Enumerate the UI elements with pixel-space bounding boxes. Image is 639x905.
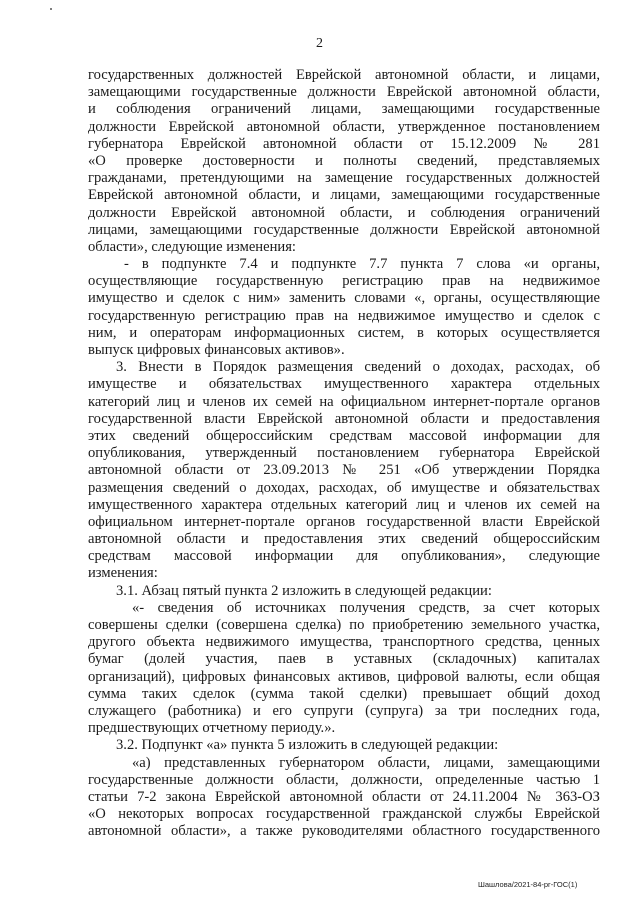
text-line: официальном интернет-портале органов государственной власти Еврейской [88, 513, 600, 530]
document-reference-code: Шашлова/2021-84-рг-ГОС(1) [478, 880, 578, 889]
text-line: размещения сведений о доходах, расходах, об имуществе и обязательствах [88, 479, 600, 496]
text-line: автономной области и предоставления этих сведений общероссийским [88, 531, 600, 548]
text-line: служащего (работника) и его супруги (супруга) за три последних года, [88, 702, 600, 719]
text-line: государственную регистрацию прав на недвижимое имущество и сделок с [88, 307, 600, 324]
text-line: и соблюдения ограничений лицами, замещающими государственные [88, 101, 600, 118]
text-line: осуществляющие государственную регистрацию прав на недвижимое [88, 273, 600, 290]
text-line: государственных должностей Еврейской автономной области, и лицами, [88, 67, 600, 83]
text-line: организаций), цифровых финансовых активов, цифровой валюты, если общая [88, 668, 600, 685]
text-line: имуществе и обязательствах имущественного характера отдельных [88, 376, 600, 393]
text-line: государственной власти Еврейской автономной области и предоставления [88, 410, 600, 427]
text-line: средствам массовой информации для опубликования», следующие [88, 548, 600, 565]
text-line: области», следующие изменения: [88, 238, 296, 255]
text-line: государственные должности области, должности, определенные частью 1 [88, 771, 600, 788]
text-line: 3.2. Подпункт «а» пункта 5 изложить в следующей редакции: [116, 737, 499, 754]
text-line: имущественного характера отдельных категорий лиц и членов их семей на [88, 496, 600, 513]
text-line: должности Еврейской автономной области, и соблюдения ограничений [88, 204, 600, 221]
text-line: категорий лиц и членов их семей на официальном интернет-портале органов [88, 393, 600, 410]
page-number: 2 [316, 36, 323, 51]
text-line: губернатора Еврейской автономной области от 15.12.2009 № 281 [88, 135, 600, 152]
text-line: предшествующих отчетному периоду.». [88, 720, 336, 737]
document-body [88, 67, 600, 840]
text-line: статьи 7-2 закона Еврейской автономной области от 24.11.2004 № 363-ОЗ [88, 788, 600, 805]
text-line: совершены сделки (совершена сделка) по приобретению земельного участка, [88, 617, 600, 633]
text-line: 3. Внести в Порядок размещения сведений о доходах, расходах, об [116, 359, 600, 376]
text-line: автономной области от 23.09.2013 № 251 «Об утверждении Порядка [88, 462, 600, 479]
text-line: замещающими государственные должности Еврейской автономной области, [88, 84, 600, 101]
text-line: гражданами, претендующими на замещение государственных должностей [88, 170, 600, 187]
text-line: ним, и операторам информационных систем, в которых осуществляется [88, 324, 600, 341]
text-line: лицами, замещающими государственные должности Еврейской автономной [88, 221, 600, 238]
text-line: должности Еврейской автономной области, утвержденное постановлением [88, 118, 600, 135]
text-line: автономной области», а также руководителями областного государственного [88, 823, 600, 840]
text-line: - в подпункте 7.4 и подпункте 7.7 пункта 7 слова «и органы, [124, 256, 600, 273]
text-line: этих сведений общероссийским средствам массовой информации для [88, 427, 600, 444]
text-line: изменения: [88, 565, 158, 582]
text-line: выпуск цифровых финансовых активов». [88, 342, 345, 358]
text-line: сумма таких сделок (сумма такой сделки) превышает общий доход [88, 685, 600, 702]
text-line: «О некоторых вопросах государственной гражданской службы Еврейской [88, 806, 600, 823]
text-line: «- сведения об источниках получения средств, за счет которых [132, 599, 600, 616]
text-line: бумаг (долей участия, паев в уставных (складочных) капиталах [88, 651, 600, 668]
text-line: имущество и сделок с ним» заменить словами «, органы, осуществляющие [88, 290, 600, 307]
text-line: опубликования, утвержденный постановлением губернатора Еврейской [88, 445, 600, 462]
text-line: «О проверке достоверности и полноты сведений, представляемых [88, 152, 600, 169]
text-line: «а) представленных губернатором области, лицами, замещающими [132, 754, 600, 771]
scan-dot [50, 8, 52, 10]
text-line: Еврейской автономной области, и лицами, замещающими государственные [88, 187, 600, 204]
text-line: другого объекта недвижимого имущества, транспортного средства, ценных [88, 634, 600, 651]
text-line: 3.1. Абзац пятый пункта 2 изложить в следующей редакции: [116, 582, 492, 599]
